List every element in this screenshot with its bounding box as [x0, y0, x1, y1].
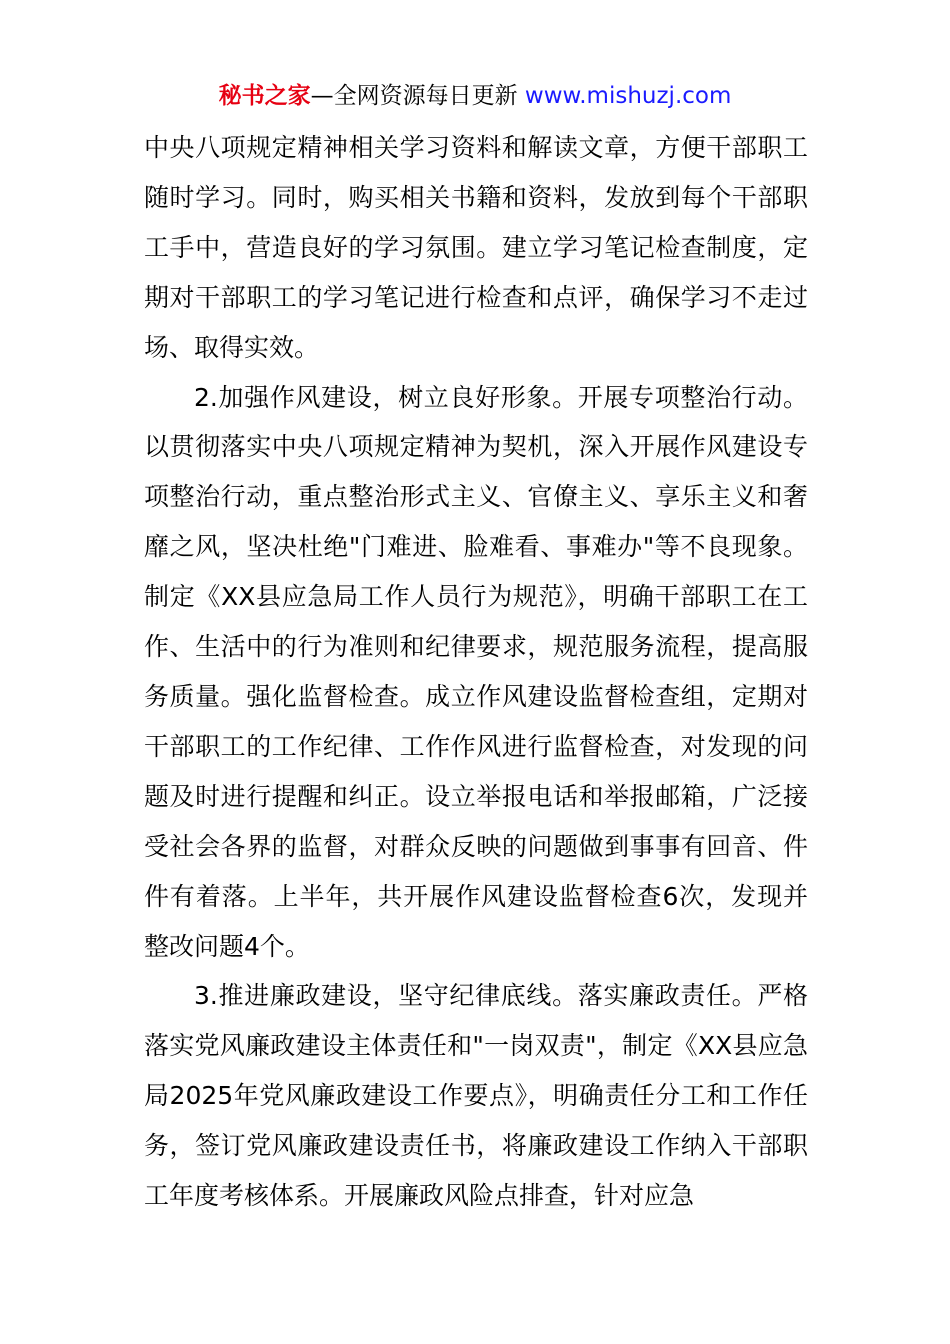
- site-tagline: —全网资源每日更新: [310, 83, 525, 109]
- paragraph-integrity: 3.推进廉政建设，坚守纪律底线。落实廉政责任。严格落实党风廉政建设主体责任和"一岗双责"，制定《XX县应急局2025年党风廉政建设工作要点》，明确责任分工和工作任务，签订党风廉政建设责任书，将廉政建设工作纳入干部职工年度考核体系。开展廉政风险点排查，针对应急: [144, 981, 808, 1211]
- document-body: [144, 123, 808, 1221]
- site-brand: 秘书之家: [218, 83, 311, 109]
- paragraph-work-style: 2.加强作风建设，树立良好形象。开展专项整治行动。以贯彻落实中央八项规定精神为契机，深入开展作风建设专项整治行动，重点整治形式主义、官僚主义、享乐主义和奢靡之风，坚决杜绝"门难进、脸难看、事难办"等不良现象。制定《XX县应急局工作人员行为规范》，明确干部职工在工作、生活中的行为准则和纪律要求，规范服务流程，提高服务质量。强化监督检查。成立作风建设监督检查组，定期对干部职工的工作纪律、工作作风进行监督检查，对发现的问题及时进行提醒和纠正。设立举报电话和举报邮箱，广泛接受社会各界的监督，对群众反映的问题做到事事有回音、件件有着落。上半年，共开展作风建设监督检查6次，发现并整改问题4个。: [144, 382, 808, 961]
- site-header: [0, 80, 950, 112]
- site-url-link[interactable]: www.mishuzj.com: [524, 83, 732, 109]
- paragraph-continued: 中央八项规定精神相关学习资料和解读文章，方便干部职工随时学习。同时，购买相关书籍和资料，发放到每个干部职工手中，营造良好的学习氛围。建立学习笔记检查制度，定期对干部职工的学习笔记进行检查和点评，确保学习不走过场、取得实效。: [144, 133, 808, 362]
